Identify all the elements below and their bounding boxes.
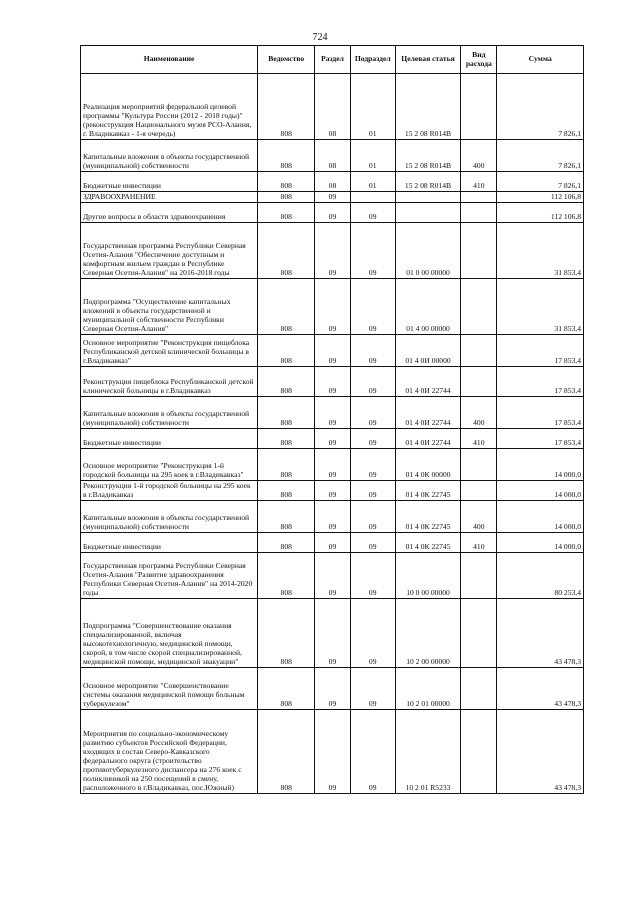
row-vid-cell: 400 [461,501,497,533]
row-vid-cell: 400 [461,397,497,429]
table-row [81,335,584,367]
row-summa-cell: 14 000,0 [497,501,584,533]
row-vedomstvo-cell: 808 [258,429,315,449]
page-number: 724 [312,32,328,43]
row-summa-cell: 14 000,0 [497,449,584,481]
row-celevaya-cell: 15 2 08 R014В [395,172,460,192]
column-header-vedomstvo: Ведомство [258,46,315,74]
row-celevaya-cell: 01 4 0И 22744 [395,429,460,449]
row-celevaya-cell [395,192,460,203]
row-vedomstvo-cell: 808 [258,172,315,192]
row-podrazdel-cell: 09 [350,335,395,367]
table-row [81,74,584,140]
row-podrazdel-cell: 09 [350,481,395,501]
row-podrazdel-cell: 09 [350,429,395,449]
row-vedomstvo-cell: 808 [258,223,315,279]
row-razdel-cell: 09 [315,533,350,553]
row-razdel-cell: 09 [315,553,350,599]
row-name-cell: Бюджетные инвестиции [81,429,258,449]
row-vid-cell [461,710,497,794]
row-vedomstvo-cell: 808 [258,140,315,172]
row-podrazdel-cell: 09 [350,710,395,794]
row-podrazdel-cell: 09 [350,533,395,553]
row-name-cell: Государственная программа Республики Северная Осетия-Алания "Развитие здравоохранения Республики Северная Осетия-Алания" на 2014-2020 годы [81,553,258,599]
row-razdel-cell: 09 [315,449,350,481]
row-celevaya-cell: 01 4 0К 22745 [395,533,460,553]
table-row [81,172,584,192]
table-row [81,668,584,710]
row-vedomstvo-cell: 808 [258,710,315,794]
row-razdel-cell: 08 [315,74,350,140]
table-row [81,533,584,553]
row-razdel-cell: 09 [315,223,350,279]
table-row [81,501,584,533]
row-name-cell: Основное мероприятие "Совершенствование системы оказания медицинской помощи больным туберкулезом" [81,668,258,710]
row-podrazdel-cell: 09 [350,397,395,429]
table-row [81,429,584,449]
row-vedomstvo-cell: 808 [258,533,315,553]
row-vedomstvo-cell: 808 [258,397,315,429]
row-vid-cell [461,367,497,397]
row-vedomstvo-cell: 808 [258,203,315,223]
row-podrazdel-cell [350,192,395,203]
row-celevaya-cell: 01 4 0К 22745 [395,481,460,501]
row-vedomstvo-cell: 808 [258,553,315,599]
row-razdel-cell: 09 [315,397,350,429]
row-summa-cell: 112 106,8 [497,192,584,203]
row-vid-cell: 400 [461,140,497,172]
row-podrazdel-cell: 01 [350,172,395,192]
row-razdel-cell: 08 [315,172,350,192]
row-name-cell: Государственная программа Республики Северная Осетия-Алания "Обеспечение доступным и комфортным жильем граждан в Республике Северная Осетия-Алания" на 2016-2018 годы [81,223,258,279]
row-vid-cell [461,481,497,501]
table-row [81,140,584,172]
row-razdel-cell: 09 [315,203,350,223]
row-vid-cell [461,668,497,710]
column-header-vid: Вид расхода [461,46,497,74]
row-celevaya-cell: 01 4 00 00000 [395,279,460,335]
row-razdel-cell: 09 [315,192,350,203]
row-celevaya-cell: 01 0 00 00000 [395,223,460,279]
row-razdel-cell: 09 [315,481,350,501]
row-celevaya-cell: 10 2 01 R5233 [395,710,460,794]
row-celevaya-cell: 01 4 0К 00000 [395,449,460,481]
row-summa-cell: 80 253,4 [497,553,584,599]
row-vid-cell [461,223,497,279]
row-podrazdel-cell: 01 [350,74,395,140]
row-razdel-cell: 09 [315,668,350,710]
row-name-cell: Подпрограмма "Осуществление капитальных вложений в объекты государственной и муниципальной собственности Республики Северная Осетия-Алания" [81,279,258,335]
row-podrazdel-cell: 09 [350,223,395,279]
row-razdel-cell: 09 [315,367,350,397]
table-row [81,397,584,429]
row-podrazdel-cell: 01 [350,140,395,172]
row-vid-cell [461,449,497,481]
row-name-cell: Мероприятия по социально-экономическому развитию субъектов Российской Федерации, входящих в состав Северо-Кавказского федерального округа (строительство противотуберкулезного диспансера на 276 коек с поликлиникой на 250 посещений в смену, расположенного в г.Владикавказ, пос.Южный) [81,710,258,794]
row-podrazdel-cell: 09 [350,553,395,599]
row-razdel-cell: 09 [315,599,350,668]
row-vid-cell: 410 [461,429,497,449]
table-row [81,710,584,794]
row-vedomstvo-cell: 808 [258,599,315,668]
table-row [81,449,584,481]
row-name-cell: Основное мероприятие "Реконструкция 1-й городской больницы на 295 коек в г.Владикавказ" [81,449,258,481]
row-vid-cell [461,192,497,203]
row-name-cell: Реализация мероприятий федеральной целевой программы "Культура России (2012 - 2018 годы)" (реконструкция Национального музея РСО-Алания, г. Владикавказ - 1-я очередь) [81,74,258,140]
row-name-cell: Бюджетные инвестиции [81,533,258,553]
row-name-cell: Другие вопросы в области здравоохранения [81,203,258,223]
row-celevaya-cell: 01 4 0И 22744 [395,397,460,429]
row-vid-cell [461,203,497,223]
row-name-cell: Подпрограмма "Совершенствование оказания специализированной, включая высокотехнологичную, медицинской помощи, скорой, в том числе скорой специализированной, медицинской помощи, медицинской эвакуации" [81,599,258,668]
row-vid-cell [461,599,497,668]
table-row [81,599,584,668]
row-vedomstvo-cell: 808 [258,192,315,203]
row-razdel-cell: 09 [315,710,350,794]
row-razdel-cell: 09 [315,279,350,335]
row-vedomstvo-cell: 808 [258,367,315,397]
row-name-cell: Реконструкция пищеблока Республиканской детской клинической больницы в г.Владикавказ [81,367,258,397]
table-row [81,203,584,223]
row-vedomstvo-cell: 808 [258,481,315,501]
row-celevaya-cell: 01 4 0И 00000 [395,335,460,367]
row-summa-cell: 17 853,4 [497,367,584,397]
row-summa-cell: 43 478,3 [497,599,584,668]
table-row [81,279,584,335]
row-summa-cell: 112 106,8 [497,203,584,223]
row-summa-cell: 17 853,4 [497,429,584,449]
row-razdel-cell: 09 [315,429,350,449]
row-vid-cell: 410 [461,533,497,553]
row-celevaya-cell [395,203,460,223]
row-vid-cell: 410 [461,172,497,192]
column-header-podrazdel: Подраздел [350,46,395,74]
row-celevaya-cell: 01 4 0К 22745 [395,501,460,533]
table-row [81,223,584,279]
row-podrazdel-cell: 09 [350,449,395,481]
row-name-cell: Капитальные вложения в объекты государственной (муниципальной) собственности [81,140,258,172]
table-row [81,481,584,501]
row-vedomstvo-cell: 808 [258,74,315,140]
row-vedomstvo-cell: 808 [258,668,315,710]
row-podrazdel-cell: 09 [350,501,395,533]
row-razdel-cell: 09 [315,501,350,533]
row-vid-cell [461,553,497,599]
row-podrazdel-cell: 09 [350,367,395,397]
row-summa-cell: 7 826,1 [497,172,584,192]
row-podrazdel-cell: 09 [350,203,395,223]
row-vid-cell [461,335,497,367]
row-summa-cell: 17 853,4 [497,397,584,429]
row-celevaya-cell: 15 2 08 R014В [395,140,460,172]
row-podrazdel-cell: 09 [350,599,395,668]
row-summa-cell: 43 478,3 [497,710,584,794]
table-row [81,192,584,203]
row-name-cell: ЗДРАВООХРАНЕНИЕ [81,192,258,203]
row-summa-cell: 7 826,1 [497,140,584,172]
row-celevaya-cell: 10 2 00 00000 [395,599,460,668]
row-name-cell: Капитальные вложения в объекты государственной (муниципальной) собственности [81,397,258,429]
row-vedomstvo-cell: 808 [258,449,315,481]
row-summa-cell: 14 000,0 [497,533,584,553]
column-header-summa: Сумма [497,46,584,74]
row-celevaya-cell: 15 2 08 R014В [395,74,460,140]
row-summa-cell: 7 826,1 [497,74,584,140]
row-podrazdel-cell: 09 [350,668,395,710]
column-header-razdel: Раздел [315,46,350,74]
row-razdel-cell: 08 [315,140,350,172]
row-vedomstvo-cell: 808 [258,501,315,533]
row-celevaya-cell: 10 2 01 00000 [395,668,460,710]
column-header-celevaya: Целевая статья [395,46,460,74]
row-razdel-cell: 09 [315,335,350,367]
row-vedomstvo-cell: 808 [258,279,315,335]
row-vedomstvo-cell: 808 [258,335,315,367]
row-name-cell: Основное мероприятие "Реконструкция пищеблока Республиканской детской клинической больницы в г.Владикавказ" [81,335,258,367]
column-header-name: Наименование [81,46,258,74]
row-vid-cell [461,279,497,335]
row-celevaya-cell: 10 0 00 00000 [395,553,460,599]
budget-table [80,45,584,794]
row-name-cell: Реконструкция 1-й городской больницы на 295 коек в г.Владикавказ [81,481,258,501]
row-summa-cell: 31 853,4 [497,223,584,279]
row-summa-cell: 31 853,4 [497,279,584,335]
table-row [81,367,584,397]
row-summa-cell: 17 853,4 [497,335,584,367]
table-row [81,553,584,599]
table-header-row [81,46,584,74]
row-podrazdel-cell: 09 [350,279,395,335]
row-celevaya-cell: 01 4 0И 22744 [395,367,460,397]
row-summa-cell: 14 000,0 [497,481,584,501]
row-name-cell: Капитальные вложения в объекты государственной (муниципальной) собственности [81,501,258,533]
row-vid-cell [461,74,497,140]
row-name-cell: Бюджетные инвестиции [81,172,258,192]
row-summa-cell: 43 478,3 [497,668,584,710]
